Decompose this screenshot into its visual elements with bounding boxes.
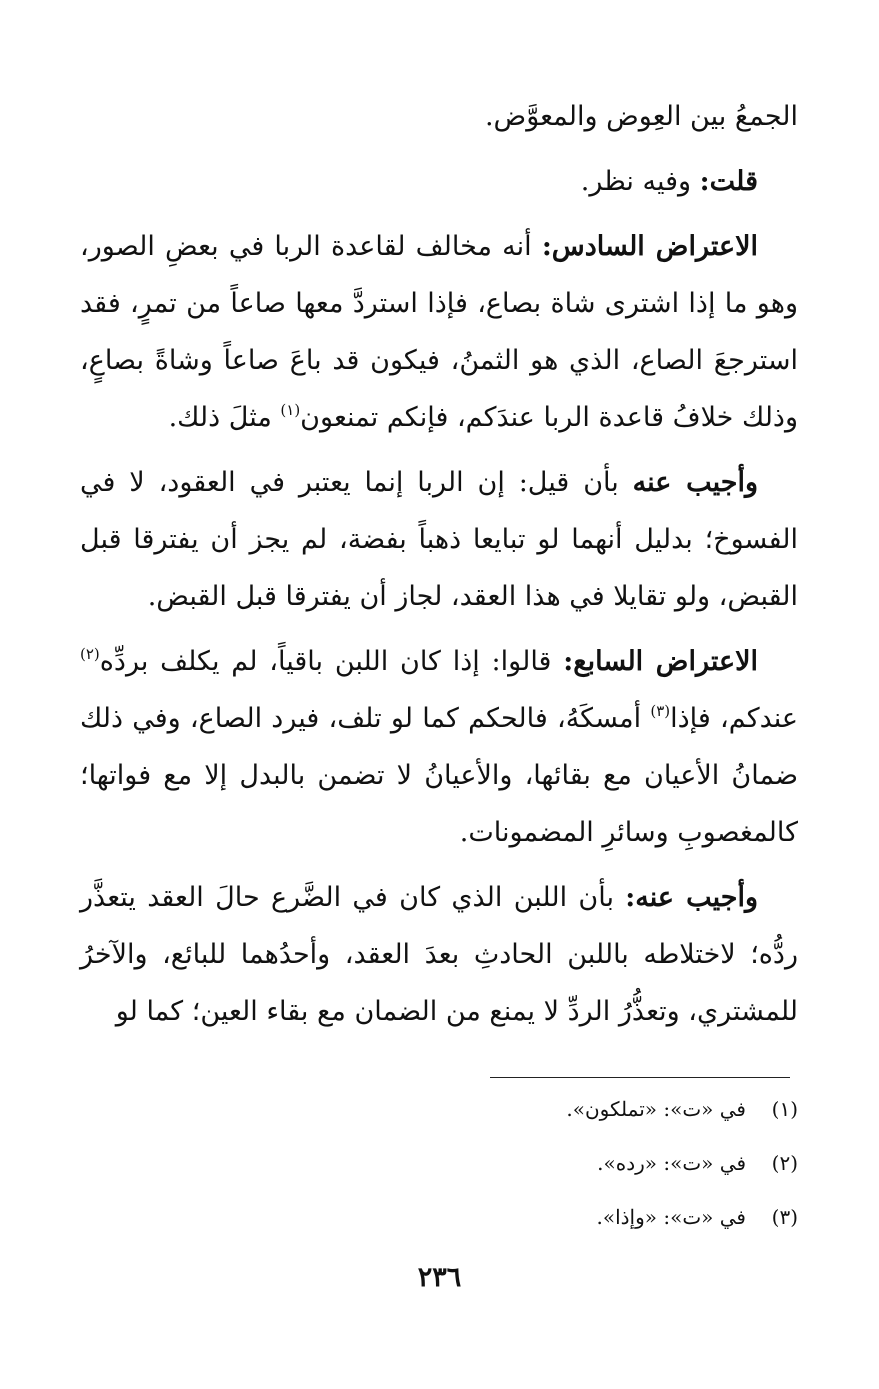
paragraph-2 — [80, 153, 798, 210]
paragraph-1-text: الجمعُ بين العِوض والمعوَّض. — [484, 101, 798, 132]
paragraph-5 — [80, 633, 798, 861]
paragraph-5-lead: الاعتراض السابع: — [563, 646, 758, 677]
footnote-3-text: في «ت»: «وإذا». — [596, 1205, 746, 1229]
paragraph-4 — [80, 454, 798, 625]
footnote-marker-2[interactable]: (٢) — [80, 645, 100, 663]
footnote-3-number: (٣) — [771, 1205, 798, 1229]
footnote-marker-3[interactable]: (٣) — [650, 702, 671, 720]
footnote-1-text: في «ت»: «تملكون». — [566, 1097, 746, 1121]
paragraph-3 — [80, 218, 798, 446]
footnote-2-number: (٢) — [771, 1151, 798, 1175]
paragraph-4-lead: وأجيب عنه — [632, 467, 759, 498]
paragraph-3-tail: مثلَ ذلك. — [168, 402, 281, 433]
page-number: ٢٣٦ — [417, 1262, 462, 1293]
paragraph-1 — [80, 88, 798, 145]
footnote-3 — [420, 1201, 798, 1255]
footnote-2-text: في «ت»: «رده». — [597, 1151, 746, 1175]
footnote-1-number: (١) — [771, 1097, 798, 1121]
paragraph-2-lead: قلت: — [699, 166, 758, 197]
paragraph-2-text: وفيه نظر. — [580, 166, 700, 197]
footnotes — [420, 1093, 798, 1255]
paragraph-3-lead: الاعتراض السادس: — [541, 231, 758, 262]
paragraph-6-text: بأن اللبن الذي كان في الضَّرع حالَ العقد يتعذَّر ردُّه؛ لاختلاطه باللبن الحادثِ بعدَ العقد، وأحدُهما للبائع، والآخرُ للمشتري، وتعذُّرُ الردِّ لا يمنع من الضمان مع بقاء العين؛ كما لو — [80, 882, 798, 1027]
footnote-2 — [420, 1147, 798, 1201]
paragraph-6 — [80, 869, 798, 1040]
main-text — [80, 88, 798, 1040]
paragraph-3-text: أنه مخالف لقاعدة الربا في بعضِ الصور، وهو ما إذا اشترى شاة بصاع، فإذا استردَّ معها صاعاً من تمرٍ، فقد استرجعَ الصاع، الذي هو الثمنُ، فيكون قد باعَ صاعاً وشاةً بصاعٍ، وذلك خلافُ قاعدة الربا عندَكم، فإنكم تمنعون — [80, 231, 798, 433]
paragraph-5-text-1: قالوا: إذا كان اللبن باقياً، لم يكلف بردِّه — [99, 646, 564, 677]
paragraph-5-text-2: عندكم، فإذا — [670, 703, 798, 734]
footnote-1 — [420, 1093, 798, 1147]
paragraph-4-text: بأن قيل: إن الربا إنما يعتبر في العقود، لا في الفسوخ؛ بدليل أنهما لو تبايعا ذهباً بفضة، لم يجز أن يفترقا قبل القبض، ولو تقايلا في هذا العقد، لجاز أن يفترقا قبل القبض. — [80, 467, 798, 612]
footnote-divider — [490, 1077, 790, 1078]
paragraph-6-lead: وأجيب عنه: — [625, 882, 759, 913]
footnote-marker-1[interactable]: (١) — [280, 401, 301, 419]
paragraph-5-text-3: أمسكَهُ، فالحكم كما لو تلف، فيرد الصاع، وفي ذلك ضمانُ الأعيان مع بقائها، والأعيانُ لا تضمن بالبدل إلا مع فواتها؛ كالمغصوبِ وسائرِ المضمونات. — [80, 703, 798, 848]
